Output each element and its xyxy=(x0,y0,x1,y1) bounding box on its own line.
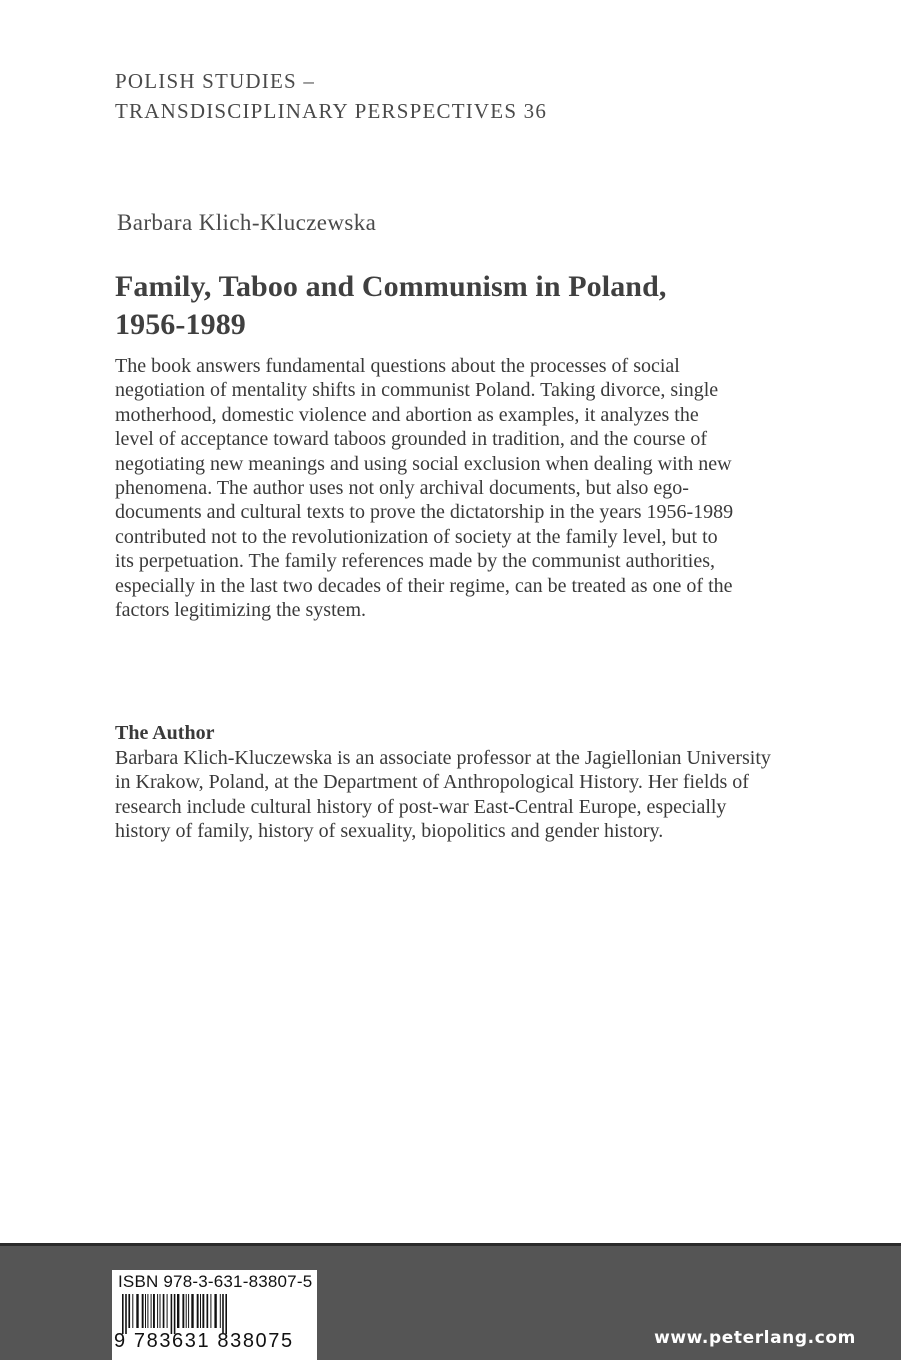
barcode-bar xyxy=(210,1294,211,1328)
description-line: phenomena. The author uses not only archival documents, but also ego- xyxy=(115,477,689,500)
barcode-bar xyxy=(202,1294,204,1328)
barcode-guard-bar xyxy=(222,1294,224,1334)
about-line: research include cultural history of post-war East-Central Europe, especially xyxy=(115,795,727,818)
barcode-bar xyxy=(191,1294,193,1328)
barcode-bar xyxy=(136,1294,138,1328)
barcode-bar xyxy=(147,1294,148,1328)
author-name: Barbara Klich-Kluczewska xyxy=(117,210,377,235)
barcode-bar xyxy=(214,1294,216,1328)
barcode-bar xyxy=(207,1294,209,1328)
barcode-bar xyxy=(167,1294,168,1328)
barcode-bar xyxy=(200,1294,201,1328)
barcode-bar xyxy=(151,1294,152,1328)
about-line: in Krakow, Poland, at the Department of Anthropological History. Her fields of xyxy=(115,771,749,794)
description-line: documents and cultural texts to prove the dictatorship in the years 1956-1989 xyxy=(115,501,734,524)
barcode-bar xyxy=(182,1294,184,1328)
description-line: its perpetuation. The family references made by the communist authorities, xyxy=(115,550,715,573)
barcode-bar xyxy=(188,1294,189,1328)
book-title xyxy=(115,268,666,344)
isbn-text: ISBN 978-3-631-83807-5 xyxy=(118,1272,313,1291)
description-line: The book answers fundamental questions about the processes of social xyxy=(115,355,680,377)
barcode-bar xyxy=(145,1294,146,1328)
barcode-bar xyxy=(142,1294,144,1328)
barcode-bar xyxy=(160,1294,161,1328)
barcode-bar xyxy=(157,1294,158,1328)
description-line: factors legitimizing the system. xyxy=(115,599,367,622)
barcode-digits: 9 783631 838075 xyxy=(114,1330,294,1352)
about-line: history of family, history of sexuality, biopolitics and gender history. xyxy=(115,820,664,843)
barcode-guard-bar xyxy=(174,1294,176,1334)
barcode-bar xyxy=(197,1294,199,1328)
about-author-heading: The Author xyxy=(115,722,215,744)
title-line-2: 1956-1989 xyxy=(115,308,246,341)
description-line: motherhood, domestic violence and abortion as examples, it analyzes the xyxy=(115,403,699,426)
description-line: negotiation of mentality shifts in communist Poland. Taking divorce, single xyxy=(115,379,719,402)
barcode-bar xyxy=(186,1294,187,1328)
barcode-bar xyxy=(128,1294,130,1328)
description-line: negotiating new meanings and using social exclusion when dealing with new xyxy=(115,452,732,475)
book-description xyxy=(115,354,815,622)
about-line: Barbara Klich-Kluczewska is an associate professor at the Jagiellonian University xyxy=(115,747,771,769)
description-line: especially in the last two decades of their regime, can be treated as one of the xyxy=(115,574,733,597)
barcode-bar xyxy=(177,1294,179,1328)
barcode-guard-bar xyxy=(122,1294,124,1334)
barcode-bar xyxy=(153,1294,155,1328)
title-line-1: Family, Taboo and Communism in Poland, xyxy=(115,270,667,303)
series-line-1: POLISH STUDIES – xyxy=(115,69,316,93)
barcode-label xyxy=(112,1270,317,1363)
footer-band xyxy=(0,1243,901,1360)
barcode-guard-bar xyxy=(171,1294,173,1334)
description-line: contributed not to the revolutionization of society at the family level, but to xyxy=(115,525,718,548)
barcode-bar xyxy=(132,1294,133,1328)
series-title xyxy=(115,66,547,126)
about-author-text xyxy=(115,746,771,844)
barcode-guard-bar xyxy=(125,1294,127,1334)
description-line: level of acceptance toward taboos grounded in tradition, and the course of xyxy=(115,428,708,451)
barcode-bar xyxy=(163,1294,165,1328)
series-line-2: TRANSDISCIPLINARY PERSPECTIVES 36 xyxy=(115,99,548,123)
barcode-bar xyxy=(220,1294,221,1328)
barcode-graphic xyxy=(116,1294,314,1334)
barcode-guard-bar xyxy=(225,1294,227,1334)
publisher-website: www.peterlang.com xyxy=(654,1328,856,1348)
